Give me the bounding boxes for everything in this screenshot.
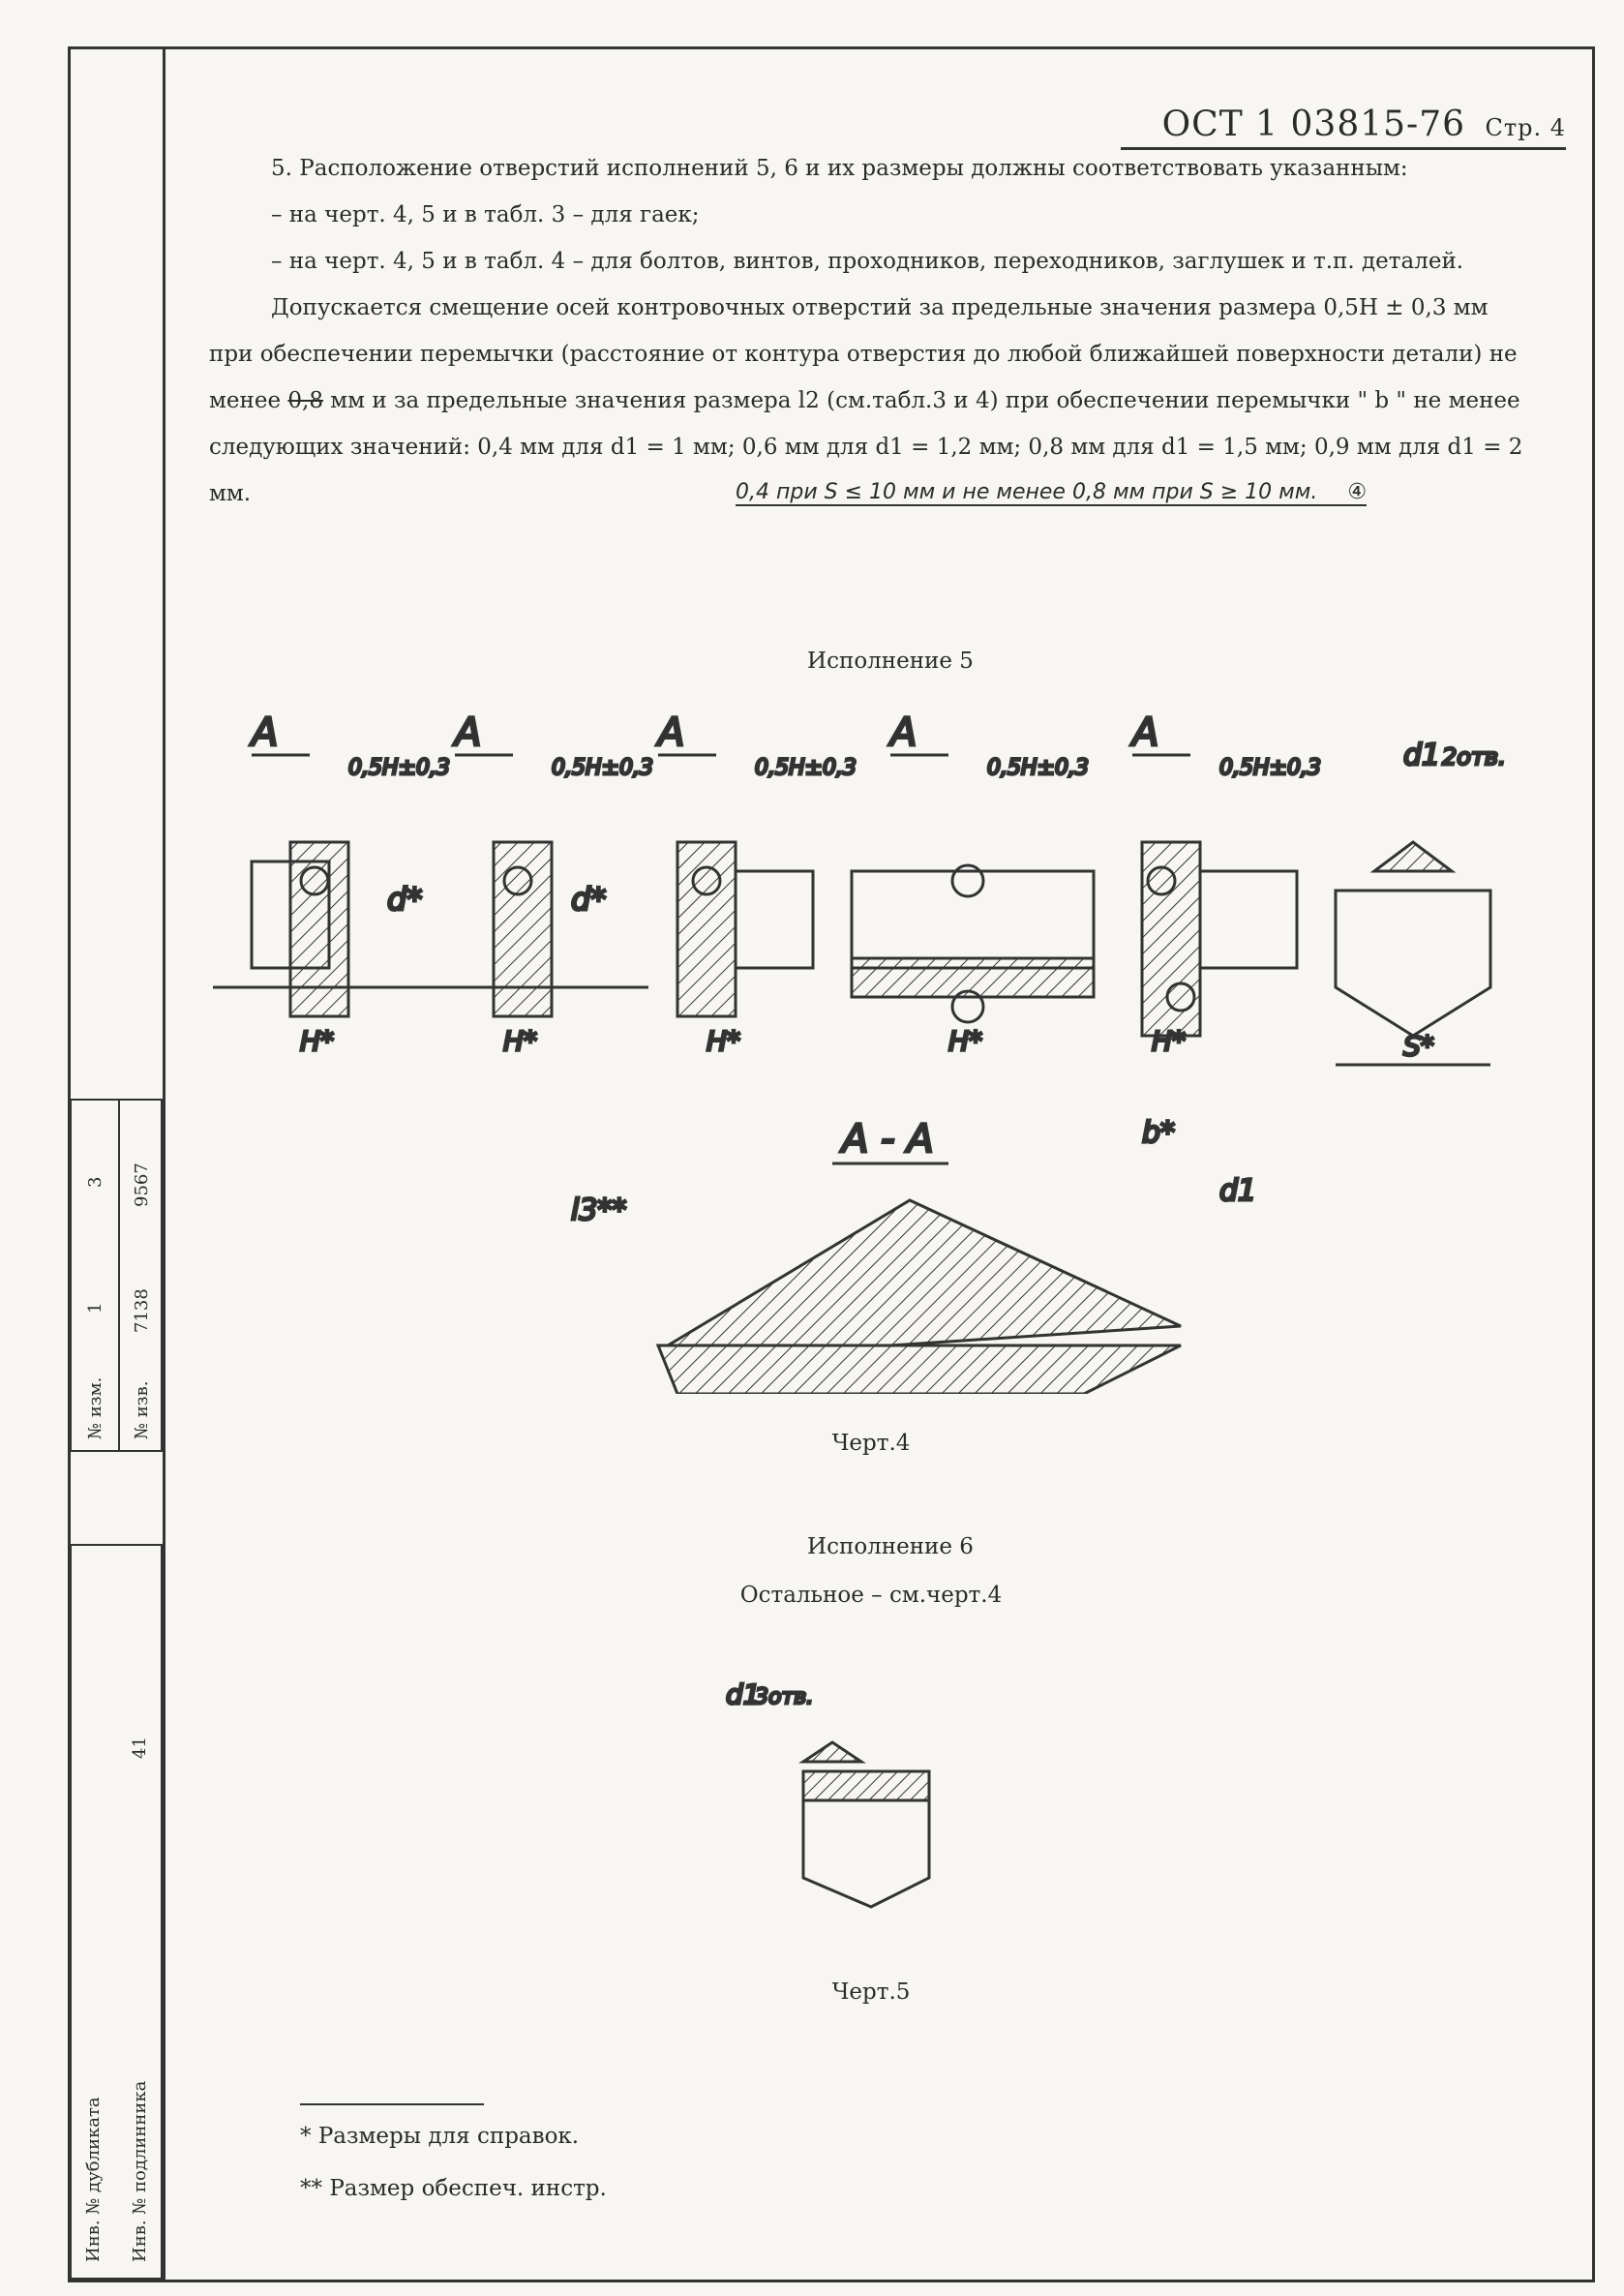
view-3 (655, 710, 857, 1057)
izv-label: № изв. (132, 1380, 152, 1439)
h-star-label: H* (503, 1025, 538, 1057)
inv-podl-value: 41 (130, 1737, 150, 1759)
view-1 (213, 710, 450, 1057)
section-mark-a: А (455, 710, 482, 755)
hex-end-view (1336, 739, 1506, 1065)
figure4-drawing (213, 697, 1549, 1394)
d-star-label: d* (571, 881, 607, 918)
footnote-1-mark: * (300, 2124, 312, 2149)
figure5-subtitle: Остальное – см.черт.4 (739, 1583, 1003, 1608)
footnote-1 (300, 2110, 607, 2162)
paragraph-offset-part2: мм и за предельные значения размера l2 (см.табл.3 и 4) при обеспечении перемычки " b " не менее следующих значений: 0,4 мм для d1 = 1 мм; 0,6 мм для d1 = 1,2 мм; 0,8 мм для d1 = 1,5 мм; 0,9 мм для d1 = 2 мм. (209, 388, 1523, 506)
handwritten-correction (736, 480, 1367, 506)
d1-label: d1 (726, 1678, 761, 1710)
inv-dubl-label: Инв. № дубликата (83, 2097, 104, 2262)
footnote-2-text: Размер обеспеч. инстр. (329, 2176, 607, 2201)
footnotes (300, 2110, 607, 2215)
figure5-drawing (716, 1665, 968, 1955)
revision-2-notice: 9567 (132, 1163, 152, 1207)
figure4-caption: Черт.4 (831, 1431, 911, 1456)
footnote-1-text: Размеры для справок. (317, 2124, 580, 2149)
footnote-2 (300, 2162, 607, 2215)
half-h-label: 0,5H±0,3 (348, 756, 450, 780)
figure5-title: Исполнение 6 (807, 1534, 974, 1559)
b-star-label: b* (1142, 1116, 1176, 1150)
view-5 (1129, 710, 1321, 1057)
revision-2-number: 3 (85, 1176, 105, 1188)
two-holes-label: 2отв. (1442, 743, 1506, 770)
section-mark-a: А (252, 710, 279, 755)
d1-section-label: d1 (1219, 1174, 1257, 1208)
half-h-label: 0,5H±0,3 (755, 756, 857, 780)
s-star-label: S* (1403, 1030, 1434, 1062)
section-mark-a: А (658, 710, 685, 755)
d-star-label: d* (387, 881, 423, 918)
section-mark-a: А (890, 710, 917, 755)
paragraph-5: 5. Расположение отверстий исполнений 5, 6 и их размеры должны соответствовать указанным: (271, 156, 1408, 181)
page-label: Стр. 4 (1485, 114, 1566, 141)
half-h-label: 0,5H±0,3 (1219, 756, 1321, 780)
doc-code: ОСТ 1 03815-76 (1161, 105, 1466, 144)
h-star-label: H* (948, 1025, 983, 1057)
inventory-grid (70, 1544, 163, 2280)
footnote-rule (300, 2103, 484, 2105)
section-mark-a: А (1132, 710, 1159, 755)
revision-1-notice: 7138 (132, 1288, 152, 1333)
h-star-label: H* (300, 1025, 335, 1057)
half-h-label: 0,5H±0,3 (552, 756, 653, 780)
handwritten-correction-text: 0,4 при S ≤ 10 мм и не менее 0,8 мм при S ≥ 10 мм. (736, 480, 1318, 504)
revision-1-number: 1 (85, 1302, 105, 1314)
three-holes-label: 3отв. (755, 1685, 814, 1709)
body-text (209, 145, 1525, 517)
list-item-bolts: – на черт. 4, 5 и в табл. 4 – для болтов, винтов, проходников, переходников, заглушек и т.п. деталей. (271, 249, 1464, 274)
correction-mark: ④ (1347, 480, 1368, 504)
h-star-label: H* (1152, 1025, 1187, 1057)
h-star-label: H* (707, 1025, 741, 1057)
revision-grid (70, 1099, 163, 1452)
figure5-caption: Черт.5 (831, 1979, 911, 2005)
view-4 (852, 710, 1094, 1057)
section-aa-label: А - А (842, 1117, 934, 1162)
footnote-2-mark: ** (300, 2176, 322, 2201)
izm-label: № изм. (85, 1376, 105, 1439)
half-h-label: 0,5H±0,3 (987, 756, 1089, 780)
section-aa (571, 1116, 1256, 1394)
inv-podl-label: Инв. № подлинника (130, 2080, 150, 2262)
list-item-nuts: – на черт. 4, 5 и в табл. 3 – для гаек; (271, 202, 700, 227)
l3-label: l3** (571, 1193, 627, 1227)
d1-label: d1 (1403, 739, 1441, 772)
paragraph-offset-part1: Допускается смещение осей контровочных отверстий за предельные значения размера 0,5H ± 0,3 мм при обеспечении перемычки (расстояние от контура отверстия до любой ближайшей поверхности детали) не менее (209, 295, 1518, 413)
document-header (1162, 105, 1566, 144)
figure4-title: Исполнение 5 (807, 649, 974, 674)
view-2 (416, 710, 653, 1057)
struck-value: 0,8 (287, 388, 323, 413)
